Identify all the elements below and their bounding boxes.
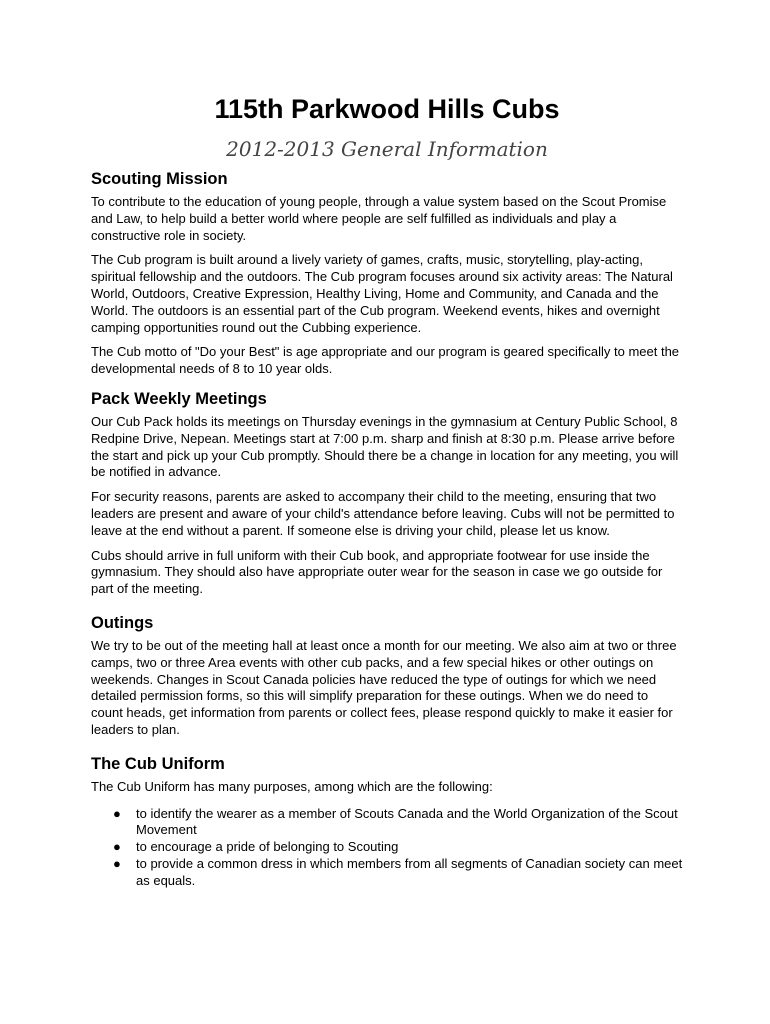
section-heading: The Cub Uniform — [91, 754, 225, 773]
paragraph: We try to be out of the meeting hall at least once a month for our meeting. We also aim at two or three camps, two or three Area events with other cub packs, and a few special hikes or other outings on weekends. Changes in Scout Canada policies have reduced the type of outings for which we need detailed permission forms, so this will simplify preparation for these outings. When we do need to count heads, get information from parents or collect fees, please respond quickly to make it easier for leaders to plan. — [91, 637, 677, 737]
list-item — [91, 806, 683, 840]
section-heading: Scouting Mission — [91, 170, 228, 188]
list-item — [91, 839, 683, 856]
bullet-icon: ● — [113, 855, 121, 871]
section-outings — [91, 612, 683, 739]
paragraph: The Cub Uniform has many purposes, among which are the following: — [91, 778, 493, 794]
list-item-text: to encourage a pride of belonging to Scouting — [136, 839, 399, 855]
paragraph: The Cub program is built around a lively variety of games, crafts, music, storytelling, play-acting, spiritual fellowship and the outdoors. The Cub program focuses around six activity areas: The Natural World, Outdoors, Creative Expression, Healthy Living, Home and Community, and Canada and the World. The outdoors is an essential part of the Cub program. Weekend events, hikes and overnight camping opportunities round out the Cubbing experience. — [91, 252, 673, 335]
list-item — [91, 856, 683, 890]
section-heading: Outings — [91, 613, 154, 632]
paragraph: Cubs should arrive in full uniform with their Cub book, and appropriate footwear for use inside the gymnasium. They should also have appropriate outer wear for the season in case we go outside for part of the meeting. — [91, 547, 663, 597]
section-heading: Pack Weekly Meetings — [91, 389, 267, 408]
uniform-purposes-list — [91, 806, 683, 890]
paragraph: Our Cub Pack holds its meetings on Thursday evenings in the gymnasium at Century Public School, 8 Redpine Drive, Nepean. Meetings start at 7:00 p.m. sharp and finish at 8:30 p.m. Please arrive before the start and pick up your Cub promptly. Should there be a change in location for any meeting, you will be notified in advance. — [91, 413, 679, 480]
paragraph: For security reasons, parents are asked to accompany their child to the meeting, ensuring that two leaders are present and aware of your child's attendance before leaving. Cubs will not be permitted to leave at the end without a parent. If someone else is driving your child, please let us know. — [91, 489, 675, 538]
document-title: 115th Parkwood Hills Cubs — [214, 94, 560, 124]
bullet-icon: ● — [113, 839, 121, 855]
list-item-text: to identify the wearer as a member of Scouts Canada and the World Organization of the Scout Movement — [136, 805, 678, 838]
section-pack-weekly-meetings — [91, 388, 683, 598]
list-item-text: to provide a common dress in which members from all segments of Canadian society can meet as equals. — [136, 855, 683, 888]
paragraph: The Cub motto of "Do your Best" is age appropriate and our program is geared specifically to meet the developmental needs of 8 to 10 year olds. — [91, 344, 680, 377]
document-subtitle: 2012-2013 General Information — [226, 137, 548, 161]
section-cub-uniform — [91, 753, 683, 890]
bullet-icon: ● — [113, 805, 121, 821]
section-scouting-mission — [91, 168, 683, 378]
document-content — [91, 168, 683, 890]
paragraph: To contribute to the education of young people, through a value system based on the Scout Promise and Law, to help build a better world where people are self fulfilled as individuals and play a constructive role in society. — [91, 194, 667, 243]
